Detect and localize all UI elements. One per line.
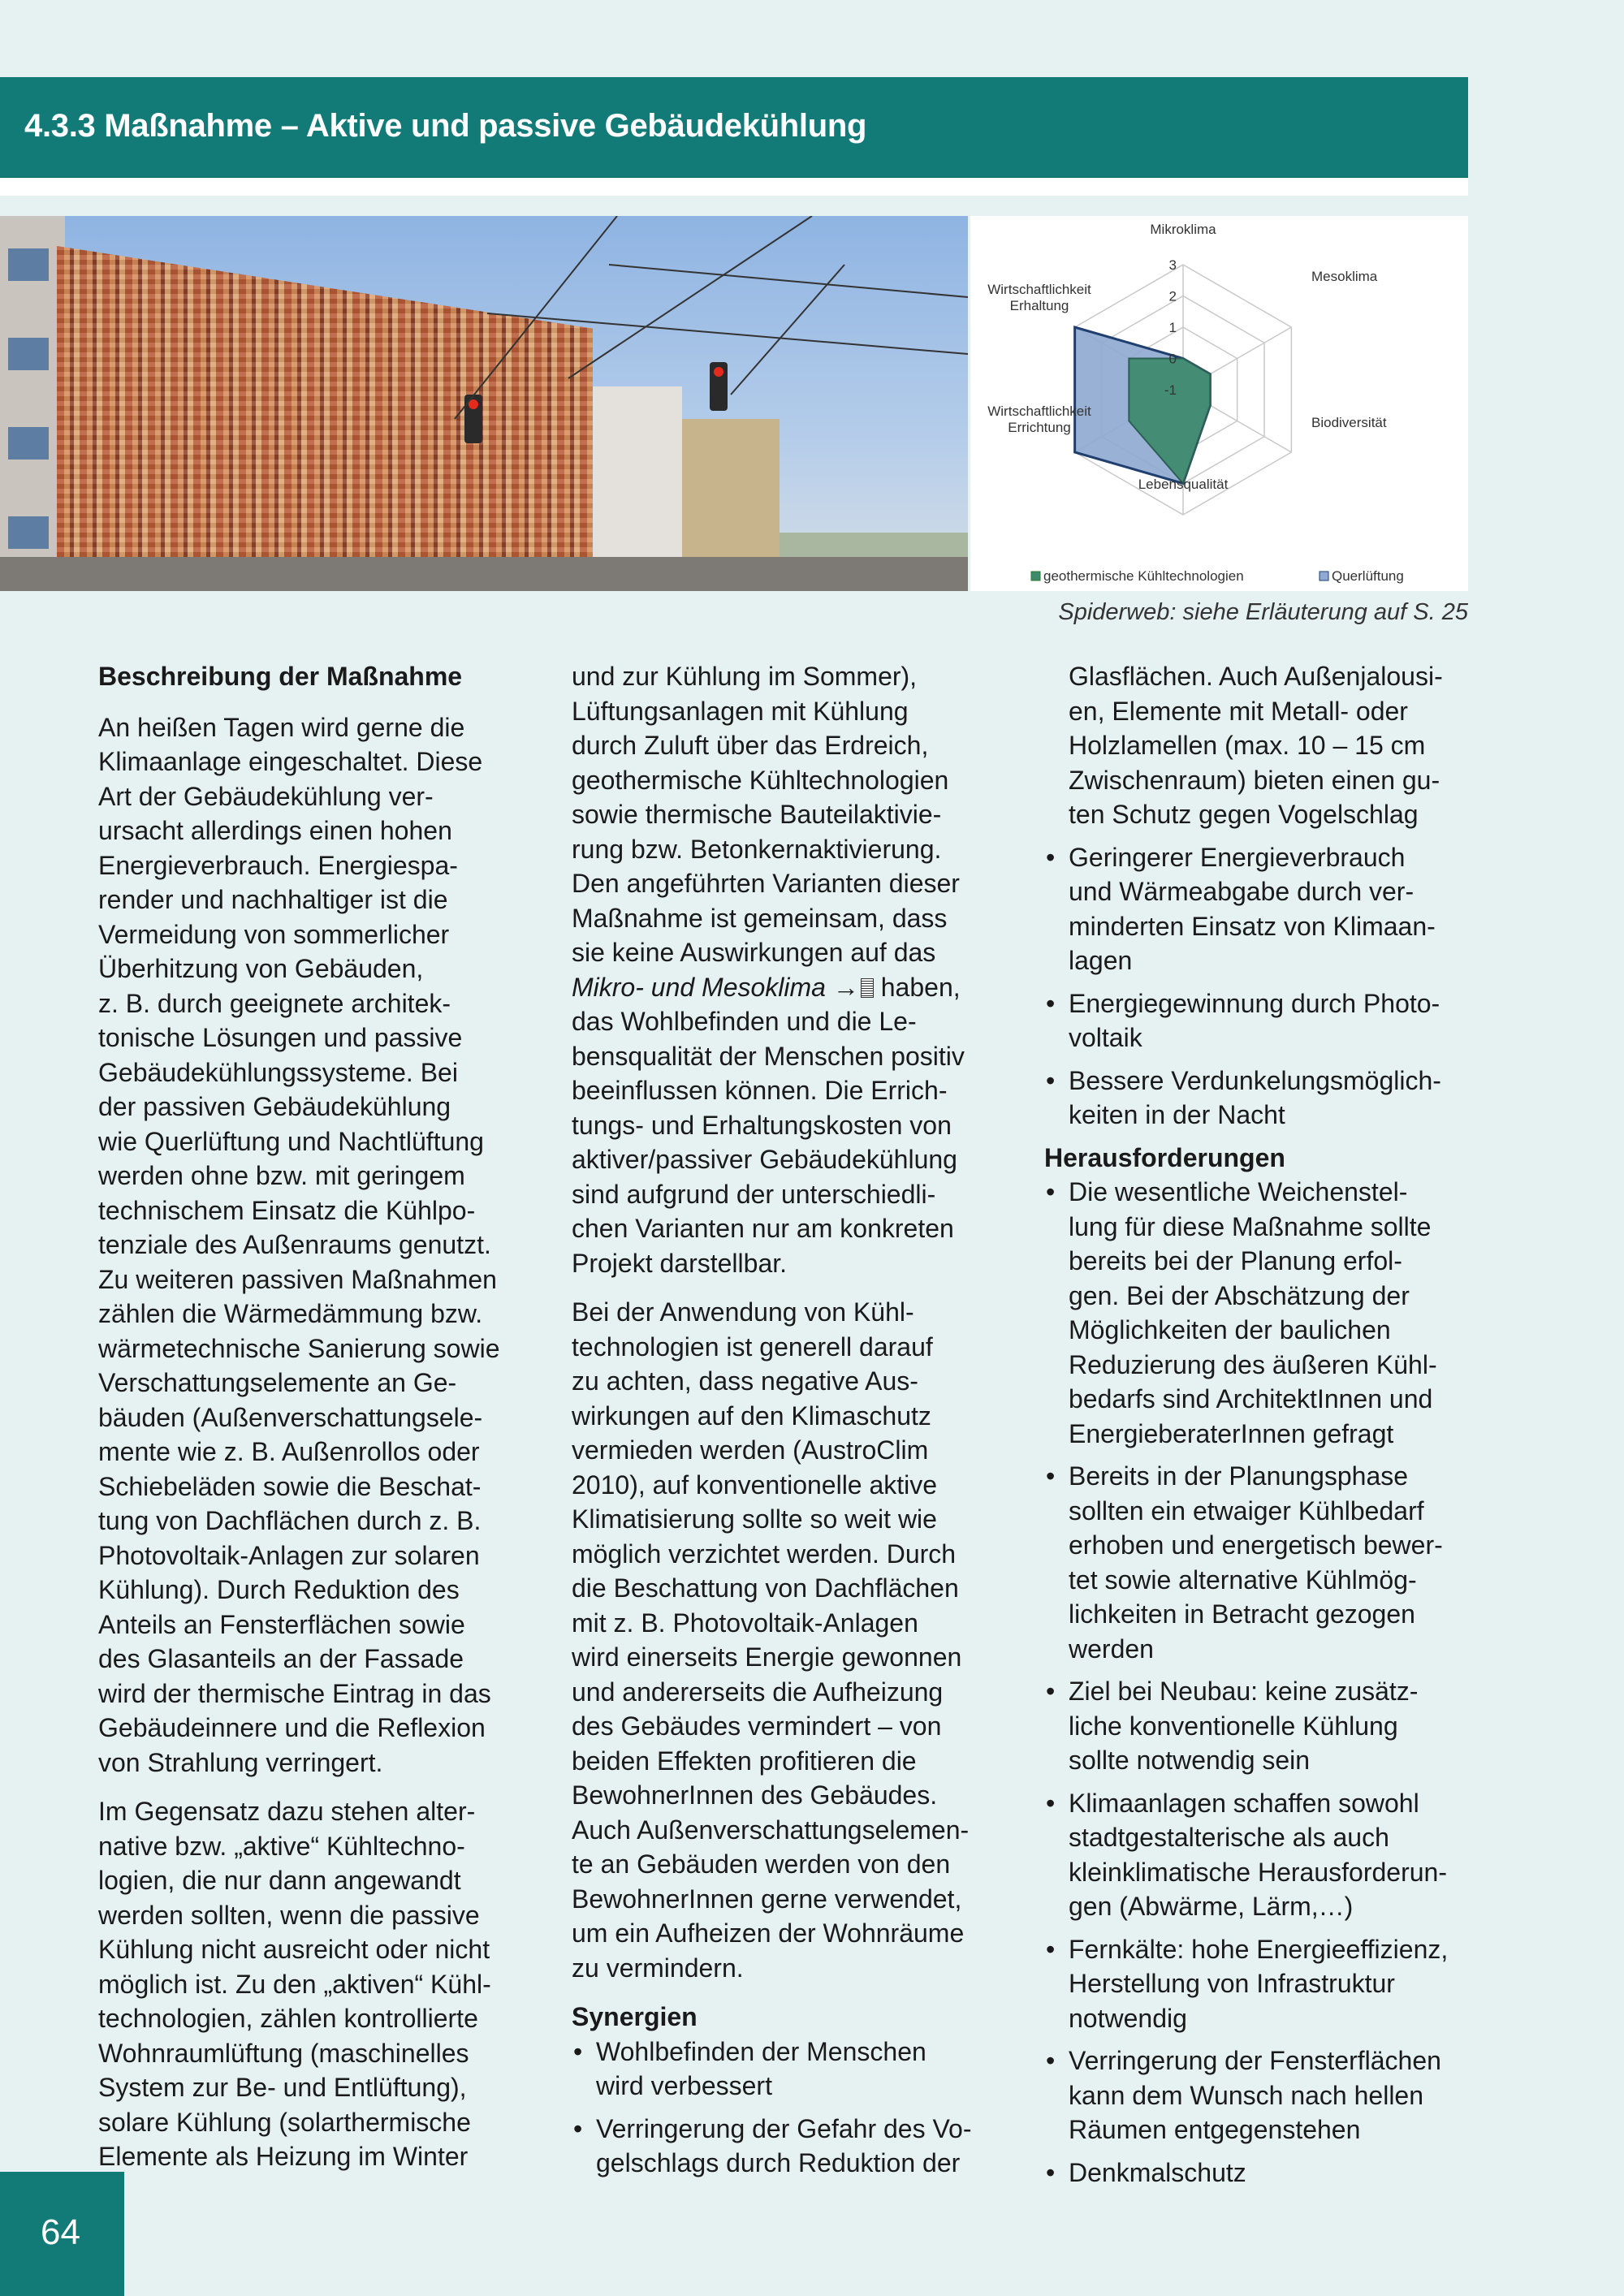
text-line: • Wohlbefinden der Menschen [596,2036,926,2066]
text-line: das Wohlbefinden und die Le- [572,1007,917,1036]
chart-caption: Spiderweb: siehe Erläuterung auf S. 25 [1058,599,1468,625]
text-line: und Wärmeabgabe durch ver- [1069,877,1415,906]
text-line: und zur Kühlung im Sommer), [572,662,918,691]
text-line: Gebäudeinnere und die Reflexion [98,1713,486,1742]
text-line: Holzlamellen (max. 10 – 15 cm [1069,731,1426,760]
text-line: Art der Gebäudekühlung ver- [98,781,434,811]
text-line: werden ohne bzw. mit geringem [98,1161,465,1190]
text-line: geothermische Kühltechnologien [572,765,949,795]
text-line: keiten in der Nacht [1069,1100,1285,1129]
text-line: ursacht allerdings einen hohen [98,816,452,845]
text-line: mente wie z. B. Außenrollos oder [98,1437,480,1466]
text-line: logien, die nur dann angewandt [98,1866,461,1895]
text-line: der passiven Gebäudekühlung [98,1092,451,1121]
text-line: des Gebäudes vermindert – von [572,1711,942,1741]
text-line: wärmetechnische Sanierung sowie [98,1333,500,1363]
text-line: tet sowie alternative Kühlmög- [1069,1564,1417,1595]
list-item [1044,1064,1483,1133]
paragraph [572,1295,1010,1985]
text-line: tung von Dachflächen durch z. B. [98,1506,482,1535]
legend-swatch-querlueftung [1320,572,1328,580]
text-line: kann dem Wunsch nach hellen [1069,2080,1424,2110]
tick-label: 2 [1168,288,1177,304]
tick-label: 1 [1168,320,1177,335]
text-line: • Die wesentliche Weichenstel- [1069,1177,1408,1206]
text-line: Möglichkeiten der baulichen [1069,1315,1391,1344]
text-line: sind aufgrund der unterschiedli- [572,1179,936,1209]
text-line: System zur Be- und Entlüftung), [98,2073,467,2102]
axis-label: Lebensqualität [1138,477,1229,492]
text-line: render und nachhaltiger ist die [98,885,448,914]
text-line: sie keine Auswirkungen auf das [572,938,936,967]
text-line: werden [1069,1634,1154,1664]
text-line: • Ziel bei Neubau: keine zusätz- [1069,1677,1419,1706]
text-line: Kühlung nicht ausreicht oder nicht [98,1935,490,1964]
text-line: beeinflussen können. Die Errich- [572,1076,948,1105]
axis-label: Mesoklima [1311,269,1378,284]
text-line: • Fernkälte: hohe Energieeffizienz, [1069,1934,1449,1964]
text-line [572,970,1010,1005]
tick-label: -1 [1164,382,1177,398]
text-line: solare Kühlung (solarthermische [98,2107,471,2137]
text-line: BewohnerInnen des Gebäudes. [572,1780,938,1810]
text-column-2 [572,659,1010,2189]
arrow-icon: → [832,972,859,1002]
text-line: mit z. B. Photovoltaik-Anlagen [572,1608,918,1638]
legend-label: geothermische Kühltechnologien [1043,568,1244,584]
text-line: Reduzierung des äußeren Kühl- [1069,1349,1437,1379]
glossary-term: Mikro- und Mesoklima [572,972,826,1002]
list-item [1044,1786,1483,1924]
tick-label: 3 [1168,257,1177,273]
text-line: Zwischenraum) bieten einen gu- [1069,765,1440,795]
header-divider [0,178,1468,196]
text-line: Maßnahme ist gemeinsam, dass [572,903,948,933]
text-line: sowie thermische Bauteilaktivie- [572,800,942,829]
spider-chart [970,216,1468,591]
paragraph [98,1794,537,2174]
text-line: aktiver/passiver Gebäudekühlung [572,1145,957,1174]
text-line: wird verbessert [596,2071,772,2100]
text-line: minderten Einsatz von Klimaan- [1069,911,1436,941]
list-item [1044,1674,1483,1778]
tick-label: 0 [1168,351,1177,367]
list-item [572,2112,1010,2181]
text-line: Gebäudekühlungssysteme. Bei [98,1057,458,1087]
bullet-list [1044,840,1483,1133]
text-line: Klimatisierung sollte so weit wie [572,1504,937,1534]
text-line: gelschlags durch Reduktion der [596,2148,961,2177]
text-line: werden sollten, wenn die passive [98,1900,480,1930]
text-line: lagen [1069,946,1133,975]
text-line: liche konventionelle Kühlung [1069,1711,1398,1741]
list-item [1044,986,1483,1055]
text-line: ten Schutz gegen Vogelschlag [1069,800,1419,829]
text-line: Klimaanlage eingeschaltet. Diese [98,747,483,776]
text-line: notwendig [1069,2003,1187,2033]
section-header-band [0,77,1468,179]
text-line: z. B. durch geeignete architek- [98,988,451,1018]
text-line: technischem Einsatz die Kühlpo- [98,1195,476,1225]
text-line: zählen die Wärmedämmung bzw. [98,1299,483,1328]
section-heading: Synergien [572,2002,698,2031]
text-line: voltaik [1069,1023,1142,1052]
text-line: Kühlung). Durch Reduktion des [98,1575,460,1604]
list-item [1044,1175,1483,1451]
text-line: An heißen Tagen wird gerne die [98,712,465,742]
text-line: wird der thermische Eintrag in das [98,1678,491,1708]
text-line: Lüftungsanlagen mit Kühlung [572,696,909,726]
radar-svg [970,216,1468,591]
text-line: vermieden werden (AustroClim [572,1435,929,1465]
text-line: Energieverbrauch. Energiespa- [98,850,458,880]
building-facade-photo [0,216,968,591]
text-line: • Denkmalschutz [1069,2157,1246,2187]
bullet-continuation [1044,659,1483,832]
text-line: technologien ist generell darauf [572,1331,933,1362]
text-line: des Glasanteils an der Fassade [98,1644,464,1673]
text-line: möglich ist. Zu den „aktiven“ Kühl- [98,1969,491,1999]
text-line: sollten ein etwaiger Kühlbedarf [1069,1495,1424,1526]
text-line: 2010), auf konventionelle aktive [572,1470,938,1500]
text-line: • Energiegewinnung durch Photo- [1069,988,1440,1018]
text-line: bäuden (Außenverschattungsele- [98,1402,483,1432]
page-number-box [0,2172,124,2296]
text-line: BewohnerInnen gerne verwendet, [572,1884,962,1914]
text-line: Photovoltaik-Anlagen zur solaren [98,1540,480,1570]
text-line: rung bzw. Betonkernaktivierung. [572,834,942,864]
text-line: Den angeführten Varianten dieser [572,869,960,898]
section-title: 4.3.3 Maßnahme – Aktive und passive Gebäudekühlung [24,108,867,144]
text-line: von Strahlung verringert. [98,1747,383,1777]
text-line: Überhitzung von Gebäuden, [98,954,424,983]
text-line: Elemente als Heizung im Winter [98,2142,469,2171]
text-line: technologien, zählen kontrollierte [98,2004,478,2033]
text-line: Zu weiteren passiven Maßnahmen [98,1264,497,1294]
text-line: Wohnraumlüftung (maschinelles [98,2038,469,2068]
text-line: sollte notwendig sein [1069,1746,1311,1775]
text-line: • Verringerung der Gefahr des Vo- [596,2113,972,2143]
text-line: chen Varianten nur am konkreten [572,1214,954,1243]
text-line: gen (Abwärme, Lärm,…) [1069,1892,1354,1921]
text-line: lichkeiten in Betracht gezogen [1069,1599,1415,1629]
bullet-list [572,2035,1010,2181]
text-line: wird einerseits Energie gewonnen [572,1642,962,1672]
text-line: gen. Bei der Abschätzung der [1069,1280,1410,1310]
text-line: Herstellung von Infrastruktur [1069,1969,1395,1998]
photo-tram-wires [0,216,968,591]
list-item [1044,1459,1483,1666]
axis-label: Erhaltung [1009,298,1069,313]
legend-label: Querlüftung [1332,568,1404,584]
text-column-1 [98,659,537,2189]
section-heading: Herausforderungen [1044,1142,1285,1172]
list-item [1044,2156,1483,2190]
text-line: Räumen entgegenstehen [1069,2115,1361,2144]
text-line: erhoben und energetisch bewer- [1069,1530,1443,1560]
axis-label: Biodiversität [1311,415,1387,430]
text-line: Vermeidung von sommerlicher [98,919,450,949]
legend-swatch-geothermie [1031,572,1040,580]
text-line: EnergieberaterInnen gefragt [1069,1418,1394,1448]
list-item [1044,840,1483,978]
axis-label: Errichtung [1008,420,1071,435]
text-line: tenziale des Außenraums genutzt. [98,1230,491,1259]
section-heading: Beschreibung der Maßnahme [98,662,463,691]
text-line: • Bessere Verdunkelungsmöglich- [1069,1065,1441,1095]
text-line: um ein Aufheizen der Wohnräume [572,1918,965,1948]
text-line: • Klimaanlagen schaffen sowohl [1069,1788,1419,1818]
axis-label: Wirtschaftlichkeit [987,282,1091,297]
text-line: beiden Effekten profitieren die [572,1746,917,1776]
text-line: zu vermindern. [572,1953,744,1983]
text-line: durch Zuluft über das Erdreich, [572,731,929,760]
text-column-3 [1044,659,1483,2198]
text-line: • Bereits in der Planungsphase [1069,1461,1409,1491]
text-line: tungs- und Erhaltungskosten von [572,1110,952,1140]
text-line: zu achten, dass negative Aus- [572,1366,918,1396]
text-line: Auch Außenverschattungselemen- [572,1815,970,1845]
text-line: Im Gegensatz dazu stehen alter- [98,1797,476,1826]
text-line: Anteils an Fensterflächen sowie [98,1609,465,1639]
text-line: tonische Lösungen und passive [98,1023,463,1052]
text-line: Projekt darstellbar. [572,1248,788,1278]
list-item [572,2035,1010,2104]
text-line: kleinklimatische Herausforderun- [1069,1857,1447,1887]
text-line: bensqualität der Menschen positiv [572,1041,965,1071]
text-line: Glasflächen. Auch Außenjalousi- [1069,662,1443,691]
text-line: lung für diese Maßnahme sollte [1069,1211,1432,1241]
text-line: en, Elemente mit Metall- oder [1069,696,1408,726]
text-line: bereits bei der Planung erfol- [1069,1246,1402,1275]
text-line: stadtgestalterische als auch [1069,1823,1389,1852]
text-line: die Beschattung von Dachflächen [572,1573,959,1603]
axis-label: Mikroklima [1150,222,1216,237]
glossary-icon [861,978,874,998]
text-line: native bzw. „aktive“ Kühltechno- [98,1831,465,1861]
bullet-list [1044,1175,1483,2190]
text-line: und andererseits die Aufheizung [572,1677,944,1707]
page-number: 64 [41,2212,80,2252]
text-line: wie Querlüftung und Nachtlüftung [98,1126,484,1156]
text-line: • Verringerung der Fensterflächen [1069,2046,1441,2075]
text-segment: haben, [873,972,961,1002]
text-line: bedarfs sind ArchitektInnen und [1069,1384,1433,1413]
axis-label: Wirtschaftlichkeit [987,404,1091,419]
text-line: te an Gebäuden werden von den [572,1849,951,1879]
text-line: • Geringerer Energieverbrauch [1069,842,1406,872]
text-line: Verschattungselemente an Ge- [98,1368,457,1397]
list-item [1044,1932,1483,2036]
text-line: Bei der Anwendung von Kühl- [572,1297,914,1327]
list-item [1044,2044,1483,2147]
text-line: Schiebeläden sowie die Beschat- [98,1471,482,1501]
text-line: wirkungen auf den Klimaschutz [572,1400,931,1431]
paragraph [98,710,537,1780]
paragraph [572,659,1010,1280]
text-line: möglich verzichtet werden. Durch [572,1539,957,1569]
